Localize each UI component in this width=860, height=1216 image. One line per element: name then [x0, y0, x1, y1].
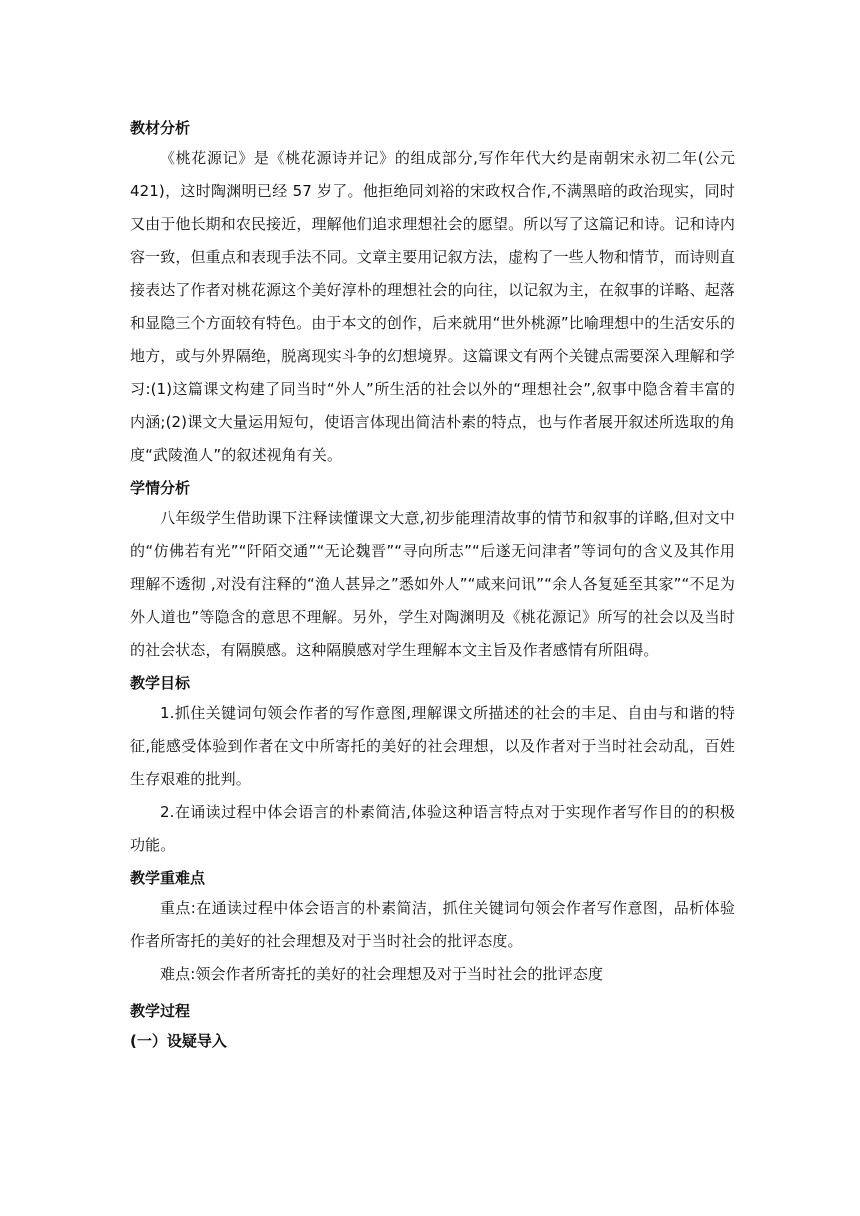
section-heading-teaching-process: 教学过程: [130, 1002, 191, 1020]
paragraph-key-point: 重点:在通读过程中体会语言的朴素简洁，抓住关键词句领会作者写作意图，品析体验作者所寄托的美好的社会理想及对于当时社会的批评态度。: [130, 899, 735, 950]
paragraph-textbook-analysis: 《桃花源记》是《桃花源诗并记》的组成部分,写作年代大约是南朝宋永初二年(公元 421)，这时陶渊明已经 57 岁了。他拒绝同刘裕的宋政权合作,不满黑暗的政治现实，同时又由于他长期和农民接近，理解他们追求理想社会的愿望。所以写了这篇记和诗。记和诗内容一致，但重点和表现手法不同。文章主要用记叙方法，虚构了一些人物和情节，而诗则直接表达了作者对桃花源这个美好淳朴的理想社会的向往，以记叙为主，在叙事的详略、起落和显隐三个方面较有特色。由于本文的创作，后来就用“世外桃源”比喻理想中的生活安乐的地方，或与外界隔绝，脱离现实斗争的幻想境界。这篇课文有两个关键点需要深入理解和学习:(1)这篇课文构建了同当时“外人”所生活的社会以外的“理想社会”,叙事中隐含着丰富的内涵;(2)课文大量运用短句，使语言体现出简洁朴素的特点，也与作者展开叙述所选取的角度“武陵渔人”的叙述视角有关。: [130, 149, 735, 464]
paragraph-difficult-point: 难点:领会作者所寄托的美好的社会理想及对于当时社会的批评态度: [160, 965, 604, 983]
paragraph-goal-2: 2.在诵读过程中体会语言的朴素简洁,体验这种语言特点对于实现作者写作目的的积极功能。: [130, 803, 735, 854]
paragraph-goal-1: 1.抓住关键词句领会作者的写作意图,理解课文所描述的社会的丰足、自由与和谐的特征,能感受体验到作者在文中所寄托的美好的社会理想，以及作者对于当时社会动乱，百姓生存艰难的批判。: [130, 704, 735, 788]
section-heading-key-difficult-points: 教学重难点: [130, 869, 206, 887]
section-heading-teaching-goals: 教学目标: [130, 674, 191, 692]
section-heading-textbook-analysis: 教材分析: [130, 119, 191, 137]
subsection-heading-introduction: (一）设疑导入: [130, 1032, 227, 1050]
document-body: [130, 112, 735, 1051]
section-heading-student-analysis: 学情分析: [130, 479, 191, 497]
paragraph-student-analysis: 八年级学生借助课下注释读懂课文大意,初步能理清故事的情节和叙事的详略,但对文中的“仿佛若有光”“阡陌交通”“无论魏晋”“寻向所志”“后遂无问津者”等词句的含义及其作用理解不透彻 ,对没有注释的“渔人甚异之”悉如外人”“咸来问讯”“余人各复延至其家”“不足为外人道也”等隐含的意思不理解。另外，学生对陶渊明及《桃花源记》所写的社会以及当时的社会状态，有隔膜感。这种隔膜感对学生理解本文主旨及作者感情有所阻碍。: [130, 509, 735, 659]
